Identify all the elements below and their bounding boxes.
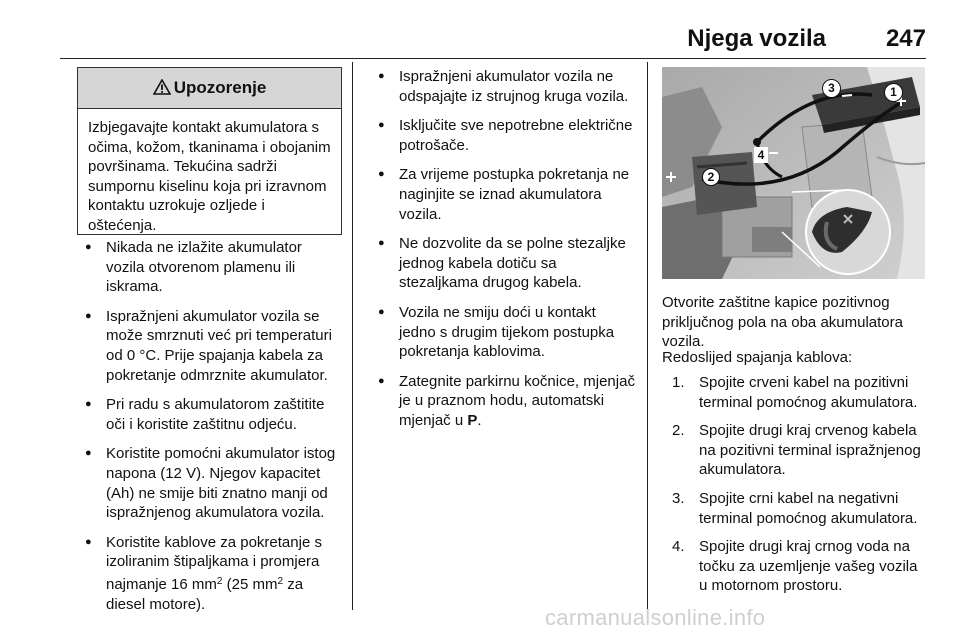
warning-text: Izbjegavajte kontakt akumulatora s očima, kožom, tkaninama i obojanim površinama. Tekućina sadrži sumpornu kiselinu koja pri izravnom kontaktu uzrokuje ozljede i oštećenja. [88, 119, 331, 234]
list-item: ● Pri radu s akumulatorom zaštitite oči i koristite zaštitnu odjeću. [84, 395, 342, 434]
list-item: ● Ispražnjeni akumulator vozila se može smrznuti već pri temperaturi od 0 °C. Prije spajanja kabela za pokretanje odmrznite akumulator. [84, 307, 342, 385]
step-item: 3. Spojite crni kabel na negativni terminal pomoćnog akumulatora. [672, 489, 918, 527]
step-item: 1. Spojite crveni kabel na pozitivni terminal pomoćnog akumulatora. [672, 374, 918, 411]
warning-box [77, 67, 342, 235]
intro-paragraph: Otvorite zaštitne kapice pozitivnog priključnog pola na oba akumulatora vozila. [662, 294, 903, 351]
page-header [60, 22, 926, 60]
list-item: ● Nikada ne izlažite akumulator vozila otvorenom plamenu ili iskrama. [84, 238, 342, 297]
list-item: ● Isključite sve nepotrebne električne potrošače. [377, 116, 635, 155]
list-item: ● Vozila ne smiju doći u kontakt jedno s drugim tijekom postupka pokretanja kablovima. [377, 303, 635, 362]
list-item-parking: ● Zategnite parkirnu kočnice, mjenjač je u praznom hodu, automatski mjenjač u P. [377, 372, 635, 431]
left-bullet-list [84, 238, 342, 624]
warning-triangle-icon [153, 70, 171, 110]
column-divider-right [647, 62, 648, 610]
page-title: Njega vozila [687, 25, 826, 52]
callout-1: 1 [884, 83, 903, 102]
list-item: ● Za vrijeme postupka pokretanja ne naginjite se iznad akumulatora vozila. [377, 165, 635, 224]
header-rule [60, 58, 926, 59]
list-item: ● Koristite pomoćni akumulator istog napona (12 V). Njegov kapacitet (Ah) ne smije biti znatno manji od ispražnjenog akumulatora vozila. [84, 444, 342, 522]
list-item: ● Ne dozvolite da se polne stezaljke jednog kabela dotiču sa stezaljkama drugog kabela. [377, 234, 635, 293]
watermark: carmanualsonline.info [545, 605, 766, 630]
list-item: ● Ispražnjeni akumulator vozila ne odspajajte iz strujnog kruga vozila. [377, 67, 635, 106]
order-label: Redoslijed spajanja kablova: [662, 349, 853, 366]
list-item-cable-size: ● Koristite kablove za pokretanje s izoliranim štipaljkama i promjera najmanje 16 $mm^2$ (25 $mm^2$ za diesel motore). [84, 533, 342, 614]
warning-title: Upozorenje [173, 78, 267, 97]
step-item: 4. Spojite drugi kraj crnog voda na točku za uzemljenje vašeg vozila u motornom prostoru. [672, 538, 918, 595]
middle-bullet-list [377, 67, 635, 441]
column-divider-left [352, 62, 353, 610]
callout-3: 3 [822, 79, 841, 98]
callout-4: 4 [754, 147, 768, 163]
callout-2: 2 [702, 168, 720, 186]
warning-header [78, 68, 341, 109]
page-number: 247 [885, 25, 926, 52]
connection-steps-list [672, 373, 926, 605]
step-item: 2. Spojite drugi kraj crvenog kabela na pozitivni terminal ispražnjenog akumulatora. [672, 422, 921, 479]
battery-jumpstart-figure [662, 67, 925, 279]
